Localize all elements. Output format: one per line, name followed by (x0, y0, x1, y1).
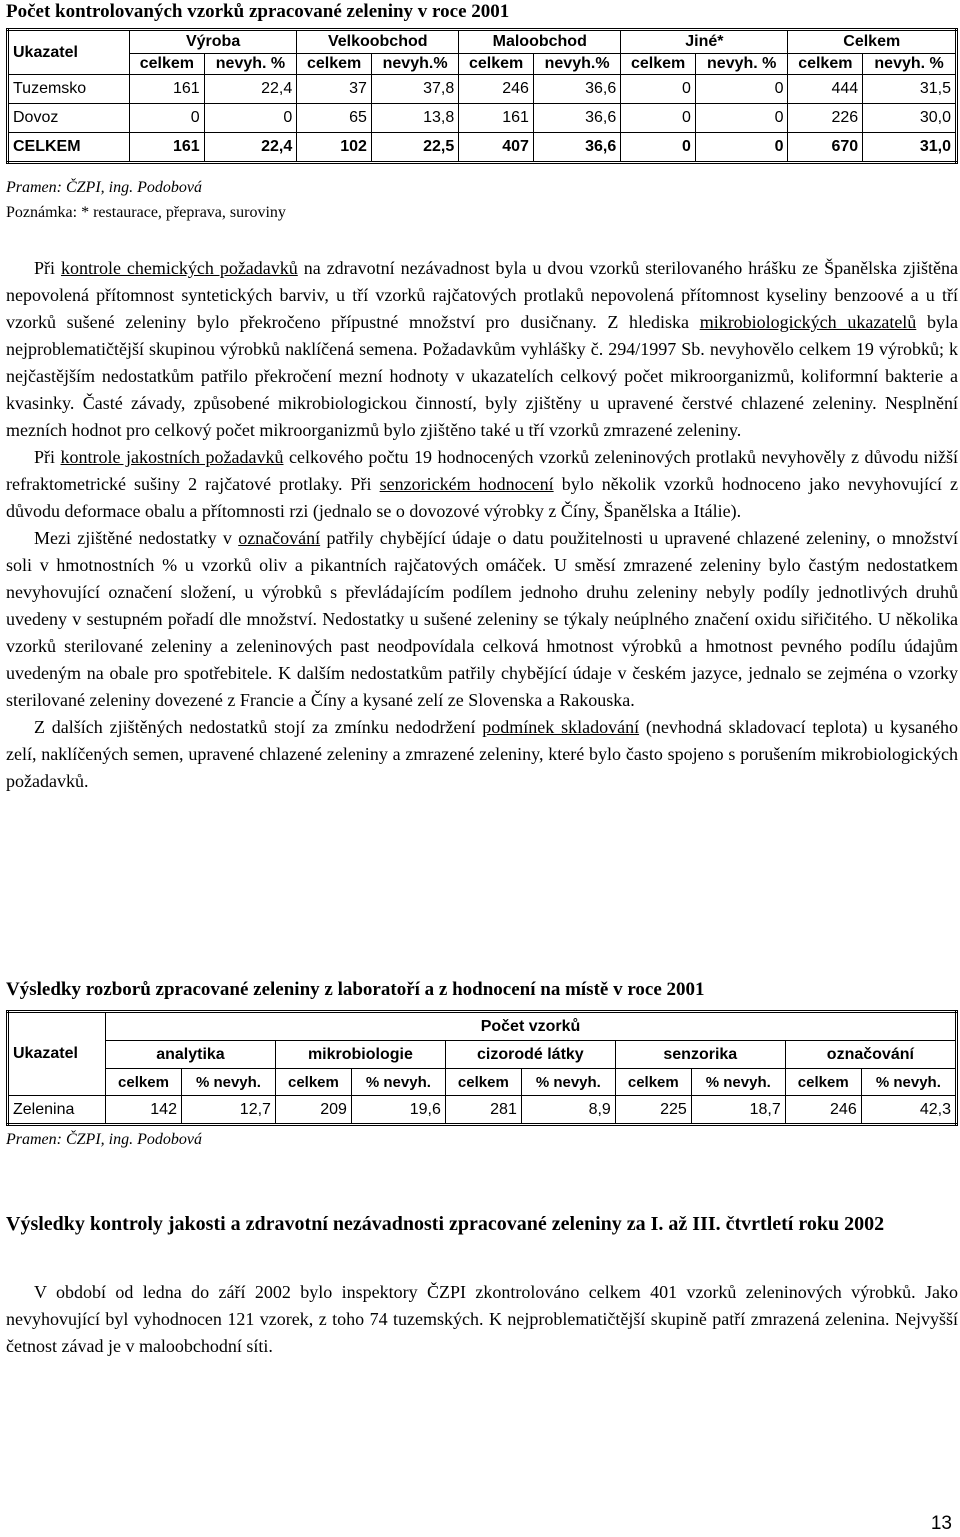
sub-header: celkem (297, 54, 372, 75)
table-cell: 246 (785, 1096, 861, 1125)
table-cell: 8,9 (521, 1096, 615, 1125)
sub-header: % nevyh. (351, 1069, 445, 1096)
group-header: senzorika (615, 1041, 785, 1069)
summary-section (6, 1279, 958, 1360)
table-cell: 0 (695, 133, 788, 163)
table-cell: 31,5 (863, 75, 957, 104)
table-cell: 0 (695, 75, 788, 104)
table-cell: 0 (621, 133, 696, 163)
group-header: Celkem (788, 30, 957, 54)
sub-header: celkem (621, 54, 696, 75)
table-cell: 407 (459, 133, 534, 163)
table-cell: 161 (130, 133, 205, 163)
sub-header: nevyh. % (204, 54, 297, 75)
table-cell: 246 (459, 75, 534, 104)
row-label: Dovoz (8, 104, 130, 133)
sub-header: celkem (785, 1069, 861, 1096)
main-text-section (6, 255, 958, 795)
row-label: Zelenina (8, 1096, 106, 1125)
table-cell: 22,4 (204, 75, 297, 104)
group-header: mikrobiologie (275, 1041, 445, 1069)
section-heading: Výsledky kontroly jakosti a zdravotní nezávadnosti zpracované zeleniny za I. až III. čtvrtletí roku 2002 (6, 1213, 885, 1235)
table-row (8, 104, 957, 133)
table-cell: 0 (621, 75, 696, 104)
ukazatel-header: Ukazatel (8, 1012, 106, 1096)
table-row (8, 1096, 957, 1125)
table-lab-results (6, 1010, 958, 1126)
group-header: analytika (106, 1041, 276, 1069)
ukazatel-header: Ukazatel (8, 30, 130, 75)
sub-header: celkem (275, 1069, 351, 1096)
group-header: Velkoobchod (297, 30, 459, 54)
paragraph: Při kontrole jakostních požadavků celkového počtu 19 hodnocených vzorků zeleninových protlaků nevyhověly z důvodu nižší refraktometrické sušiny 2 rajčatové protlaky. Při senzorickém hodnocení bylo několik vzorků hodnoceno jako nevyhovující z důvodu deformace obalu a přítomnosti rzi (jednalo se o dovozové výrobky z Číny, Španělska a Itálie). (6, 447, 959, 521)
table-cell: 37 (297, 75, 372, 104)
paragraph: Z dalších zjištěných nedostatků stojí za zmínku nedodržení podmínek skladování (nevhodná skladovací teplota) u kysaného zelí, naklíčených semen, upravené chlazené zeleniny a zmrazené zeleniny, které bylo často spojeno s porušením mikrobiologických požadavků. (6, 717, 958, 791)
row-label: CELKEM (8, 133, 130, 163)
paragraph: Při kontrole chemických požadavků na zdravotní nezávadnost byla u dvou vzorků sterilovaného hrášku ze Španělska zjištěna nepovolená přítomnost syntetických barviv, u tří vzorků rajčatových protlaků nepovolená přítomnost kyseliny benzoové a u tří vzorků sušené zeleniny bylo překročeno přípustné množství pro dusičnany. Z hlediska mikrobiologických ukazatelů byla nejproblematičtější skupinou výrobků naklíčená semena. Požadavkům vyhlášky č. 294/1997 Sb. nevyhovělo celkem 19 výrobků; k nejčastějším nedostatkům patřilo překročení mezní hodnoty v ukazatelích celkový počet mikroorganizmů, koliformní bakterie a kvasinky. Časté závady, způsobené mikrobiologickou činností, byly zjištěny u upravené čerstvé chlazené zeleniny. Nesplnění mezních hodnot pro celkový počet mikroorganizmů bylo zjištěno také u tří vzorků zmrazené zeleniny. (6, 258, 959, 440)
table-cell: 102 (297, 133, 372, 163)
table-cell: 161 (459, 104, 534, 133)
paragraph: Mezi zjištěné nedostatky v označování patřily chybějící údaje o datu použitelnosti u upravené chlazené zeleniny, o množství soli v hmotnostních % u vzorků oliv a pikantních rajčatových omáček. U směsí zmrazené zeleniny bylo častým nedostatkem nevyhovující označení složení, u výrobků s převládajícím podílem jednoho druhu zeleniny nebyly podíly jednotlivých druhů uvedeny v sestupném pořadí dle množství. Nedostatky u sušené zeleniny se týkaly neúplného značení oxidu siřičitého. U několika vzorků sterilované zeleniny a zeleninových past neodpovídala celková hmotnost výrobků a hmotnost pevného podílu údajům uvedeným na obale pro spotřebitele. K dalším nedostatkům patřily chybějící údaje v českém jazyce, jednalo se zejména o vzorky sterilované zeleniny dovezené z Francie a Číny a kysané zelí ze Slovenska a Rakouska. (6, 528, 958, 710)
group-header: cizorodé látky (445, 1041, 615, 1069)
table-cell: 0 (130, 104, 205, 133)
sub-header: % nevyh. (691, 1069, 785, 1096)
group-header: Maloobchod (459, 30, 621, 54)
sub-header: celkem (788, 54, 863, 75)
table-cell: 22,4 (204, 133, 297, 163)
table-cell: 30,0 (863, 104, 957, 133)
table-cell: 0 (204, 104, 297, 133)
table-cell: 12,7 (181, 1096, 275, 1125)
group-header: Jiné* (621, 30, 788, 54)
table-cell: 161 (130, 75, 205, 104)
sub-header: % nevyh. (181, 1069, 275, 1096)
table-cell: 22,5 (371, 133, 458, 163)
sub-header: celkem (130, 54, 205, 75)
sub-header: celkem (615, 1069, 691, 1096)
sub-header: nevyh.% (533, 54, 620, 75)
table-cell: 37,8 (371, 75, 458, 104)
sub-header: celkem (459, 54, 534, 75)
page-number: 13 (930, 1513, 952, 1534)
sub-header: % nevyh. (521, 1069, 615, 1096)
table1-source: Pramen: ČZPI, ing. Podobová (6, 179, 202, 196)
table-row-total (8, 133, 957, 163)
table-cell: 31,0 (863, 133, 957, 163)
table-controlled-samples (6, 28, 958, 164)
table-cell: 142 (106, 1096, 182, 1125)
table-cell: 0 (695, 104, 788, 133)
table2-source: Pramen: ČZPI, ing. Podobová (6, 1131, 202, 1148)
table-cell: 13,8 (371, 104, 458, 133)
sub-header: nevyh. % (863, 54, 957, 75)
count-header: Počet vzorků (106, 1012, 957, 1041)
table2-title: Výsledky rozborů zpracované zeleniny z laboratoří a z hodnocení na místě v roce 2001 (6, 979, 705, 1000)
table-cell: 36,6 (533, 75, 620, 104)
table-cell: 19,6 (351, 1096, 445, 1125)
table-cell: 65 (297, 104, 372, 133)
table-cell: 0 (621, 104, 696, 133)
table-cell: 444 (788, 75, 863, 104)
table-cell: 670 (788, 133, 863, 163)
row-label: Tuzemsko (8, 75, 130, 104)
sub-header: nevyh. % (695, 54, 788, 75)
table-cell: 281 (445, 1096, 521, 1125)
table-cell: 225 (615, 1096, 691, 1125)
table-cell: 226 (788, 104, 863, 133)
group-header: označování (785, 1041, 956, 1069)
table-cell: 36,6 (533, 133, 620, 163)
sub-header: celkem (106, 1069, 182, 1096)
sub-header: nevyh.% (371, 54, 458, 75)
table-row (8, 75, 957, 104)
paragraph: V období od ledna do září 2002 bylo inspektory ČZPI zkontrolováno celkem 401 vzorků zeleninových výrobků. Jako nevyhovující byl vyhodnocen 121 vzorek, z toho 74 tuzemských. K nejproblematičtější skupině patří zmrazená zelenina. Nejvyšší četnost závad je v maloobchodní síti. (6, 1282, 958, 1356)
group-header: Výroba (130, 30, 297, 54)
sub-header: celkem (445, 1069, 521, 1096)
table1-note: Poznámka: * restaurace, přeprava, suroviny (6, 204, 286, 221)
table-cell: 42,3 (861, 1096, 956, 1125)
table1-title: Počet kontrolovaných vzorků zpracované zeleniny v roce 2001 (6, 1, 510, 22)
sub-header: % nevyh. (861, 1069, 956, 1096)
table-cell: 18,7 (691, 1096, 785, 1125)
table-cell: 36,6 (533, 104, 620, 133)
table-cell: 209 (275, 1096, 351, 1125)
